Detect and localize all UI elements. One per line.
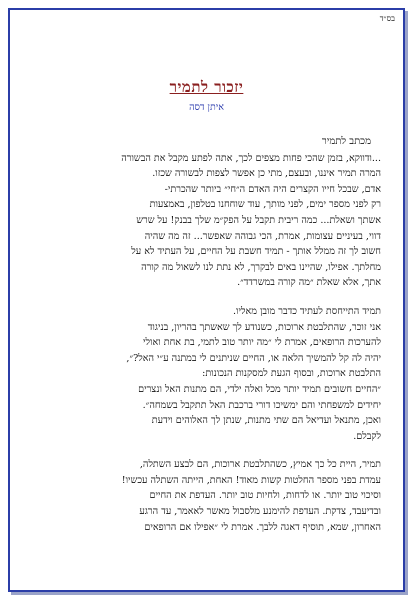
text-line: מחלתך. אפילו, שהיינו באים לבקרך, לא נתת לנו לשאול מה קורה (141, 261, 381, 273)
text-line: רק לפני מספר ימים, לפני מותך, עוד שוחחנו בטלפון, באמצעות (149, 199, 381, 211)
text-line: וסיכוי טוב יותר. או לדחות, ולחיות טוב יותר. העדפת את החיים (149, 490, 381, 502)
text-line: ובדיעבד, צדקת. העדפת להימנע מלסבול מאשר לאאמר, עד הרגע (139, 506, 381, 518)
text-line: המרה תמיר איננו, ובעצם, מתי כן אפשר לצפות לבשורה שכזו. (152, 168, 381, 180)
text-line: התלבטת ארוכות, ובסוף הגעת למסקנות הנכונות: (202, 368, 381, 380)
text-line: תמיד התייחסת לעתיד כדבר מובן מאליו. (232, 305, 381, 317)
page-title: יזכור לתמיר (169, 78, 244, 96)
text-line: יהיה לה קל להמשיך הלאה או, החיים שניתנים לי במתנה ע״י האל?״, (126, 352, 381, 364)
text-line: אני זוכר, שהתלבטת ארוכות, כשנודע לך שאשתך בהריון, בניגוד (147, 321, 381, 333)
text-line: האחרון, שמא, תוסיף דאגה ללבך. אמרת לי ״אפילו אם הרופאים (144, 521, 381, 533)
text-line: להערכות הרופאים, אמרת לי ״מה יותר טוב לתמי, בת אחת ואולי (143, 337, 381, 349)
paragraph-3 (30, 457, 381, 535)
corner-mark: בס״ד (379, 14, 395, 23)
text-line: עמדת בפני מספר החלטות קשות מאוד! האחת, הייתה השתלה עכשיו! (121, 474, 381, 486)
text-line: אתך, אלא שאלת ״מה קורה במשרדד״. (237, 277, 381, 289)
text-line: ...ודווקא, בזמן שהכי פחות מצפים לכך, אתה לפתע מקבל את הבשורה (121, 152, 381, 164)
text-line: אשתך ושאלת... כמה ריבית תקבל על הפק״מ שלך בבנק! על שרש (136, 214, 381, 226)
text-line: ואכן, מתנאל ועדיאל הם שתי מתנות, שנתן לך האלוהים וידעת (151, 415, 381, 427)
text-line: דווי, בעיניים עצומות, אמרת, הכי גבוהה שאפשר... זה מה שהיה (144, 230, 381, 242)
letter-heading: מכתב לתמיר (321, 136, 371, 147)
text-line: תמיר, היית כל כך אמיץ, כשהתלבטת ארוכות, הם לבצע השתלה, (139, 459, 381, 471)
document-page (8, 8, 405, 592)
text-line: יחידים למשפחתי והם ימשיכו דורי ברכבת האל תתקבל בשמחה״. (142, 399, 381, 411)
author-name: איתן דסה (189, 102, 224, 113)
paragraph-2 (30, 304, 381, 444)
paragraph-1 (30, 151, 381, 291)
letter-body (30, 134, 381, 548)
text-line: אדם, שבכל חייו הקצרים היה האדם ה״חי״ ביותר שהכרתי- (164, 183, 381, 195)
text-line: לקבלם. (353, 430, 381, 442)
text-line: ״החיים חשובים תמיד יותר מכל ואלה ילדי, הם מתנות האל ונצרים (138, 383, 381, 395)
text-line: חשוב לך זה ממלל אותך - תמיד חשבת על החיים, על העתיד לא על (131, 246, 381, 258)
